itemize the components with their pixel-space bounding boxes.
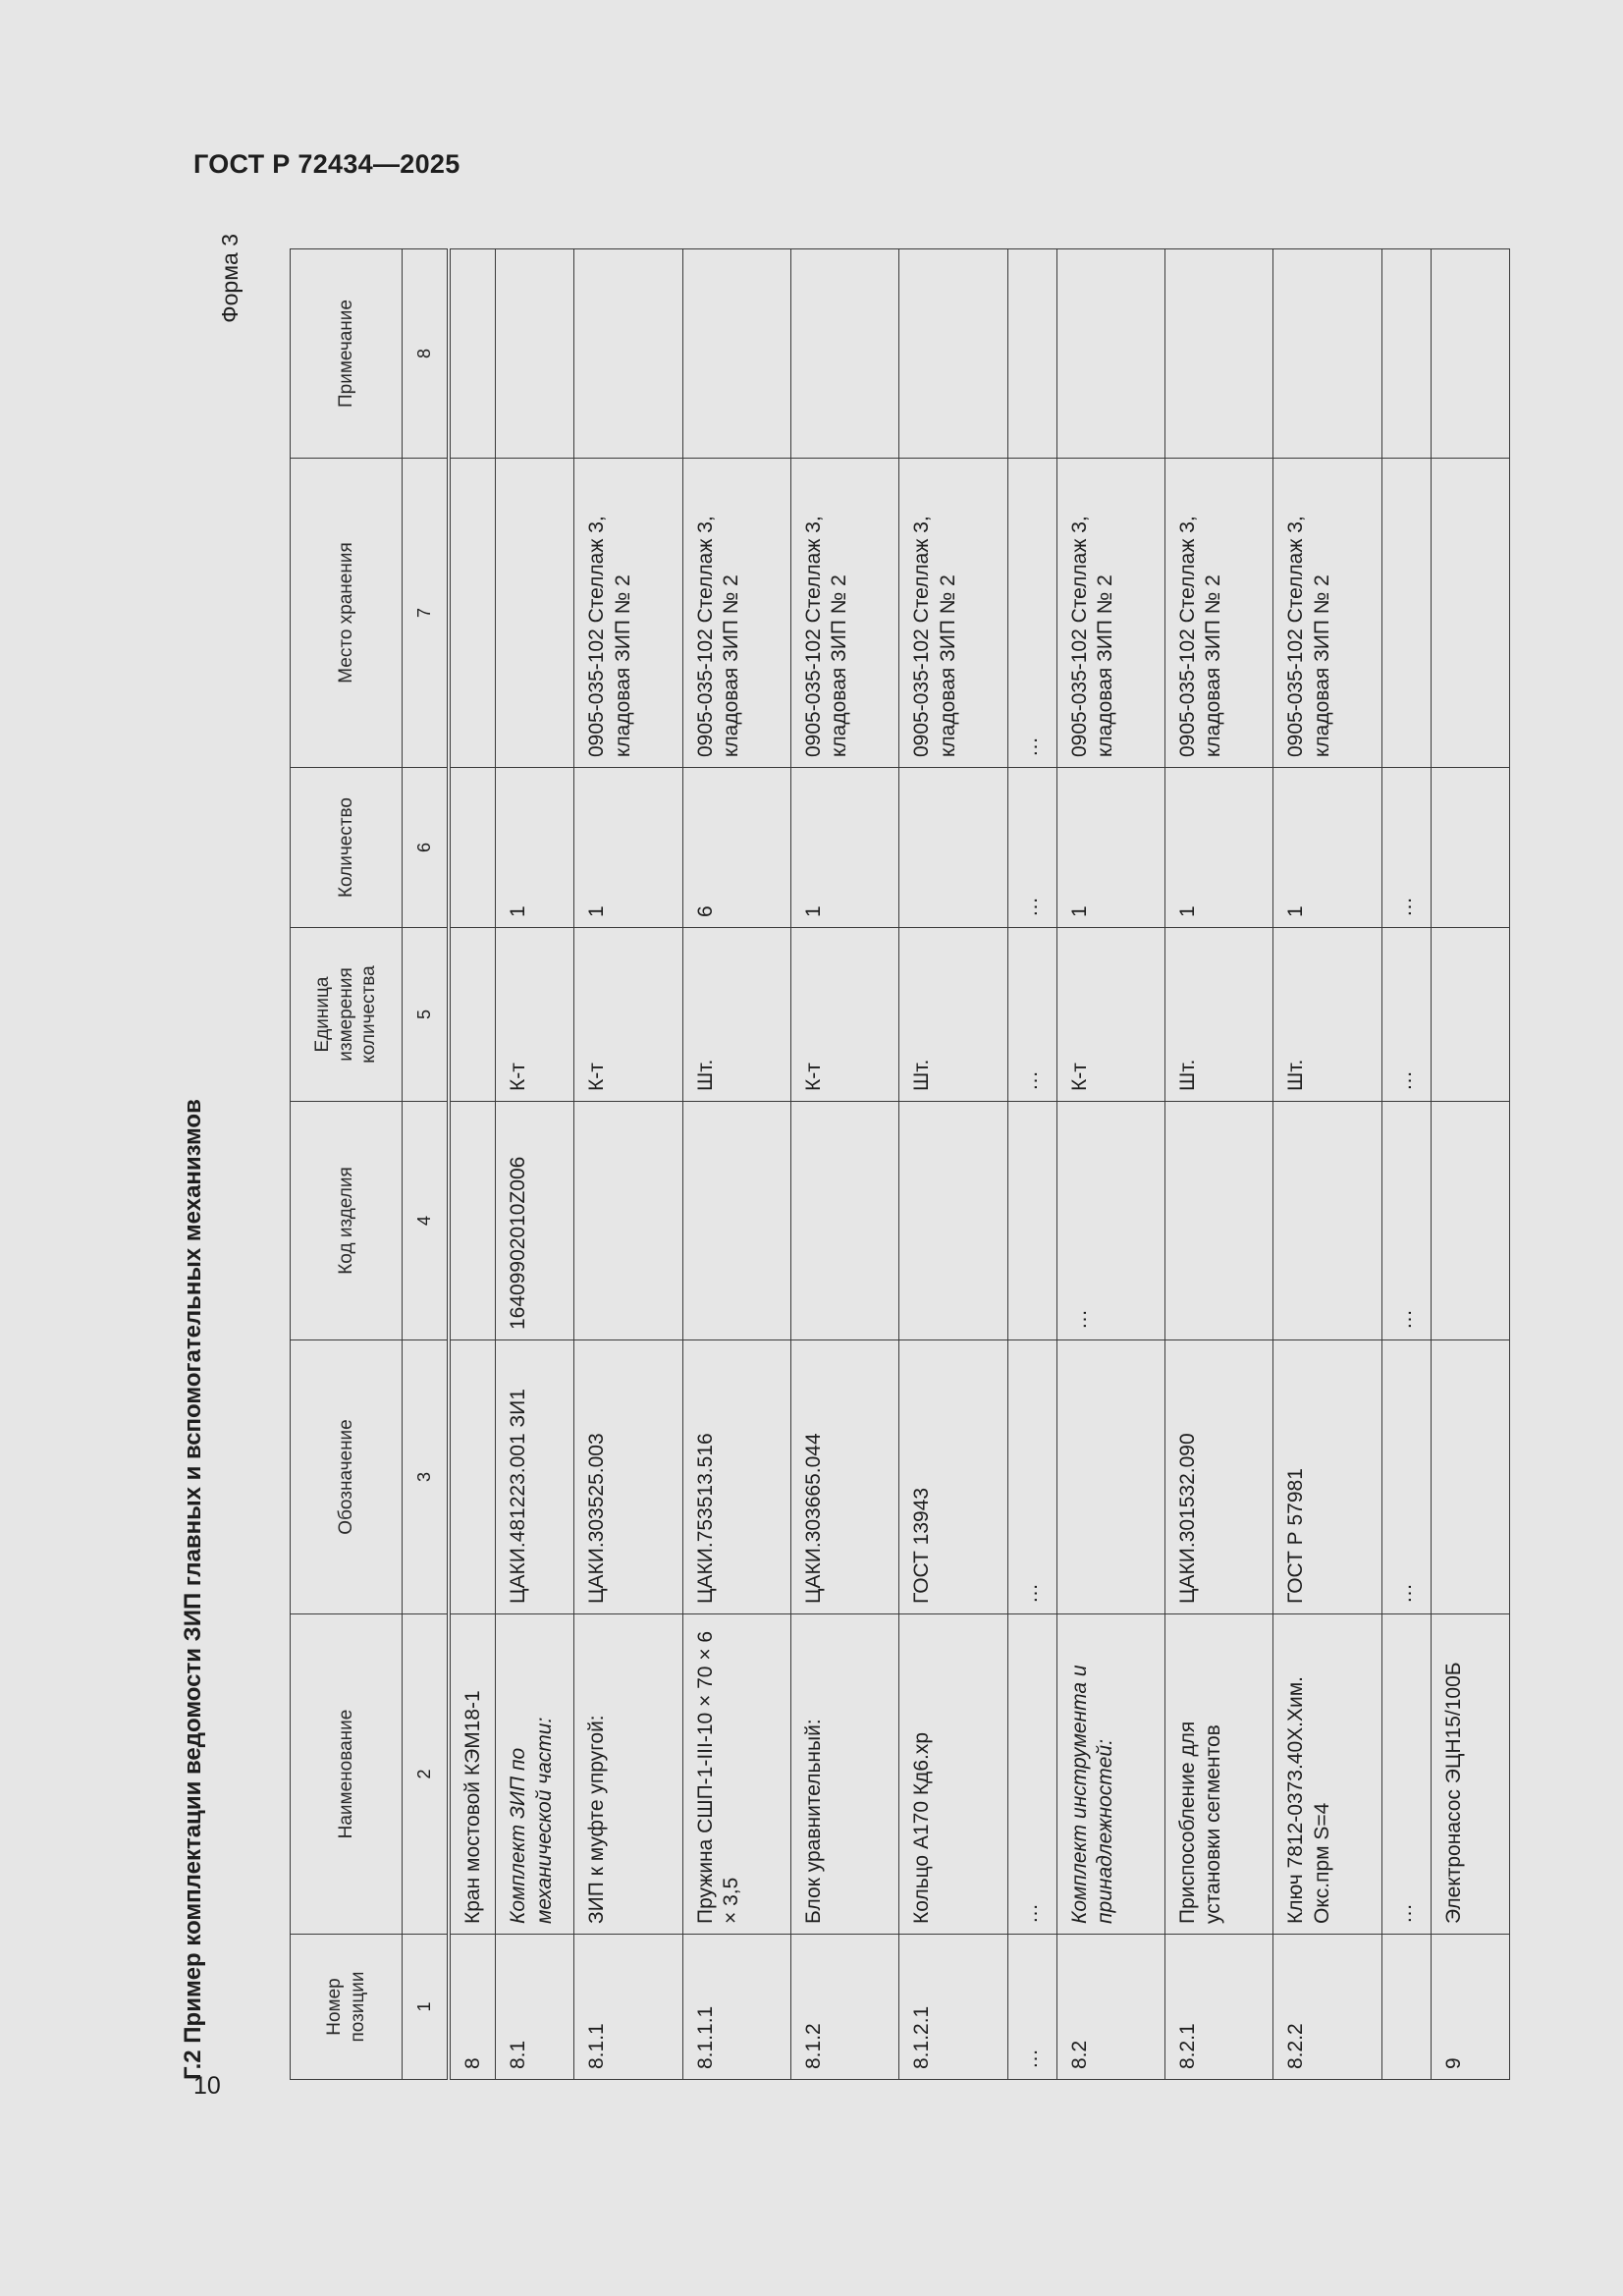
designation-cell: ЦАКИ.301532.090 bbox=[1164, 1340, 1272, 1614]
table-row bbox=[449, 249, 496, 2080]
name-cell: … bbox=[1007, 1614, 1056, 1935]
code-cell bbox=[899, 1102, 1007, 1340]
table-row bbox=[1273, 249, 1381, 2080]
note-cell bbox=[791, 249, 899, 459]
unit-cell: К-т bbox=[574, 928, 682, 1102]
column-number: 1 bbox=[403, 1935, 449, 2080]
page-number: 10 bbox=[193, 2072, 221, 2100]
position-cell: 8.2.1 bbox=[1164, 1935, 1272, 2080]
name-cell: Кран мостовой КЭМ18-1 bbox=[449, 1614, 496, 1935]
position-cell: 8.1.1.1 bbox=[682, 1935, 790, 2080]
zip-table bbox=[290, 248, 1510, 2080]
name-cell: Приспособление для установки сегментов bbox=[1164, 1614, 1272, 1935]
position-cell: 8.1.2 bbox=[791, 1935, 899, 2080]
storage-cell bbox=[1381, 459, 1431, 768]
storage-cell: 0905-035-102 Стеллаж 3, кладовая ЗИП № 2 bbox=[899, 459, 1007, 768]
note-cell bbox=[574, 249, 682, 459]
storage-cell bbox=[449, 459, 496, 768]
column-header: Код изделия bbox=[291, 1102, 403, 1340]
table-row bbox=[791, 249, 899, 2080]
quantity-cell: … bbox=[1381, 768, 1431, 928]
column-header: Количество bbox=[291, 768, 403, 928]
storage-cell: 0905-035-102 Стеллаж 3, кладовая ЗИП № 2 bbox=[1164, 459, 1272, 768]
note-cell bbox=[1164, 249, 1272, 459]
column-number: 3 bbox=[403, 1340, 449, 1614]
note-cell bbox=[682, 249, 790, 459]
quantity-cell: 6 bbox=[682, 768, 790, 928]
name-cell: Электронасос ЭЦН15/100Б bbox=[1431, 1614, 1509, 1935]
designation-cell: ЦАКИ.481223.001 ЗИ1 bbox=[496, 1340, 574, 1614]
storage-cell bbox=[1431, 459, 1509, 768]
column-number: 8 bbox=[403, 249, 449, 459]
name-cell: Блок уравнительный: bbox=[791, 1614, 899, 1935]
note-cell bbox=[449, 249, 496, 459]
unit-cell: Шт. bbox=[682, 928, 790, 1102]
column-header: Место хранения bbox=[291, 459, 403, 768]
table-row bbox=[496, 249, 574, 2080]
unit-cell: Шт. bbox=[1164, 928, 1272, 1102]
code-cell: … bbox=[1056, 1102, 1164, 1340]
unit-cell: … bbox=[1381, 928, 1431, 1102]
column-number: 7 bbox=[403, 459, 449, 768]
code-cell bbox=[791, 1102, 899, 1340]
table-row bbox=[682, 249, 790, 2080]
table-row bbox=[1056, 249, 1164, 2080]
code-cell bbox=[682, 1102, 790, 1340]
quantity-cell: 1 bbox=[496, 768, 574, 928]
note-cell bbox=[496, 249, 574, 459]
unit-cell: К-т bbox=[791, 928, 899, 1102]
column-number: 4 bbox=[403, 1102, 449, 1340]
unit-cell: К-т bbox=[1056, 928, 1164, 1102]
designation-cell: ЦАКИ.753513.516 bbox=[682, 1340, 790, 1614]
unit-cell: К-т bbox=[496, 928, 574, 1102]
table-row bbox=[1431, 249, 1509, 2080]
storage-cell: 0905-035-102 Стеллаж 3, кладовая ЗИП № 2 bbox=[1273, 459, 1381, 768]
column-header: Примечание bbox=[291, 249, 403, 459]
position-cell: 9 bbox=[1431, 1935, 1509, 2080]
name-cell: Ключ 7812-0373.40Х.Хим. Окс.прм S=4 bbox=[1273, 1614, 1381, 1935]
column-header: Обозначение bbox=[291, 1340, 403, 1614]
unit-cell: Шт. bbox=[1273, 928, 1381, 1102]
table-row bbox=[899, 249, 1007, 2080]
quantity-cell: 1 bbox=[574, 768, 682, 928]
note-cell bbox=[1007, 249, 1056, 459]
table-row bbox=[1164, 249, 1272, 2080]
quantity-cell bbox=[899, 768, 1007, 928]
quantity-cell: 1 bbox=[1273, 768, 1381, 928]
storage-cell: 0905-035-102 Стеллаж 3, кладовая ЗИП № 2 bbox=[574, 459, 682, 768]
code-cell bbox=[1164, 1102, 1272, 1340]
storage-cell: 0905-035-102 Стеллаж 3, кладовая ЗИП № 2 bbox=[1056, 459, 1164, 768]
designation-cell: ЦАКИ.303525.003 bbox=[574, 1340, 682, 1614]
column-number: 6 bbox=[403, 768, 449, 928]
name-cell: … bbox=[1381, 1614, 1431, 1935]
code-cell bbox=[1273, 1102, 1381, 1340]
form-label: Форма 3 bbox=[217, 234, 243, 323]
note-cell bbox=[899, 249, 1007, 459]
storage-cell bbox=[496, 459, 574, 768]
code-cell bbox=[574, 1102, 682, 1340]
position-cell: 8.2 bbox=[1056, 1935, 1164, 2080]
code-cell bbox=[1007, 1102, 1056, 1340]
name-cell: Пружина СШП-1-III-10 × 70 × 6 × 3,5 bbox=[682, 1614, 790, 1935]
position-cell: 8 bbox=[449, 1935, 496, 2080]
document-header: ГОСТ Р 72434—2025 bbox=[193, 149, 460, 179]
quantity-cell: 1 bbox=[1164, 768, 1272, 928]
designation-cell: … bbox=[1007, 1340, 1056, 1614]
designation-cell bbox=[449, 1340, 496, 1614]
name-cell: Комплект ЗИП по механической части: bbox=[496, 1614, 574, 1935]
unit-cell bbox=[1431, 928, 1509, 1102]
designation-cell: … bbox=[1381, 1340, 1431, 1614]
column-number-row bbox=[403, 249, 449, 2080]
designation-cell: ЦАКИ.303665.044 bbox=[791, 1340, 899, 1614]
table-row bbox=[1007, 249, 1056, 2080]
position-cell: 8.1 bbox=[496, 1935, 574, 2080]
designation-cell: ГОСТ Р 57981 bbox=[1273, 1340, 1381, 1614]
unit-cell: … bbox=[1007, 928, 1056, 1102]
column-header: Наименование bbox=[291, 1614, 403, 1935]
position-cell: 8.2.2 bbox=[1273, 1935, 1381, 2080]
position-cell bbox=[1381, 1935, 1431, 2080]
storage-cell: 0905-035-102 Стеллаж 3, кладовая ЗИП № 2 bbox=[682, 459, 790, 768]
quantity-cell: 1 bbox=[1056, 768, 1164, 928]
quantity-cell bbox=[449, 768, 496, 928]
name-cell: Кольцо А170 Кд6.хр bbox=[899, 1614, 1007, 1935]
designation-cell: ГОСТ 13943 bbox=[899, 1340, 1007, 1614]
quantity-cell bbox=[1431, 768, 1509, 928]
table-caption: Г.2 Пример комплектации ведомости ЗИП главных и вспомогательных механизмов bbox=[180, 1099, 206, 2080]
rotated-table-block bbox=[180, 234, 1510, 2080]
quantity-cell: … bbox=[1007, 768, 1056, 928]
designation-cell bbox=[1056, 1340, 1164, 1614]
code-cell: 16409902010Z006 bbox=[496, 1102, 574, 1340]
position-cell: 8.1.1 bbox=[574, 1935, 682, 2080]
quantity-cell: 1 bbox=[791, 768, 899, 928]
table-row bbox=[574, 249, 682, 2080]
unit-cell: Шт. bbox=[899, 928, 1007, 1102]
position-cell: 8.1.2.1 bbox=[899, 1935, 1007, 2080]
unit-cell bbox=[449, 928, 496, 1102]
name-cell: ЗИП к муфте упругой: bbox=[574, 1614, 682, 1935]
column-number: 2 bbox=[403, 1614, 449, 1935]
column-header: Номер позиции bbox=[291, 1935, 403, 2080]
position-cell: … bbox=[1007, 1935, 1056, 2080]
table-row bbox=[1381, 249, 1431, 2080]
column-header: Единица измерения количества bbox=[291, 928, 403, 1102]
note-cell bbox=[1431, 249, 1509, 459]
storage-cell: 0905-035-102 Стеллаж 3, кладовая ЗИП № 2 bbox=[791, 459, 899, 768]
note-cell bbox=[1056, 249, 1164, 459]
note-cell bbox=[1273, 249, 1381, 459]
designation-cell bbox=[1431, 1340, 1509, 1614]
header-row bbox=[291, 249, 403, 2080]
note-cell bbox=[1381, 249, 1431, 459]
code-cell: … bbox=[1381, 1102, 1431, 1340]
code-cell bbox=[449, 1102, 496, 1340]
storage-cell: … bbox=[1007, 459, 1056, 768]
name-cell: Комплект инструмента и принадлежностей: bbox=[1056, 1614, 1164, 1935]
code-cell bbox=[1431, 1102, 1509, 1340]
column-number: 5 bbox=[403, 928, 449, 1102]
